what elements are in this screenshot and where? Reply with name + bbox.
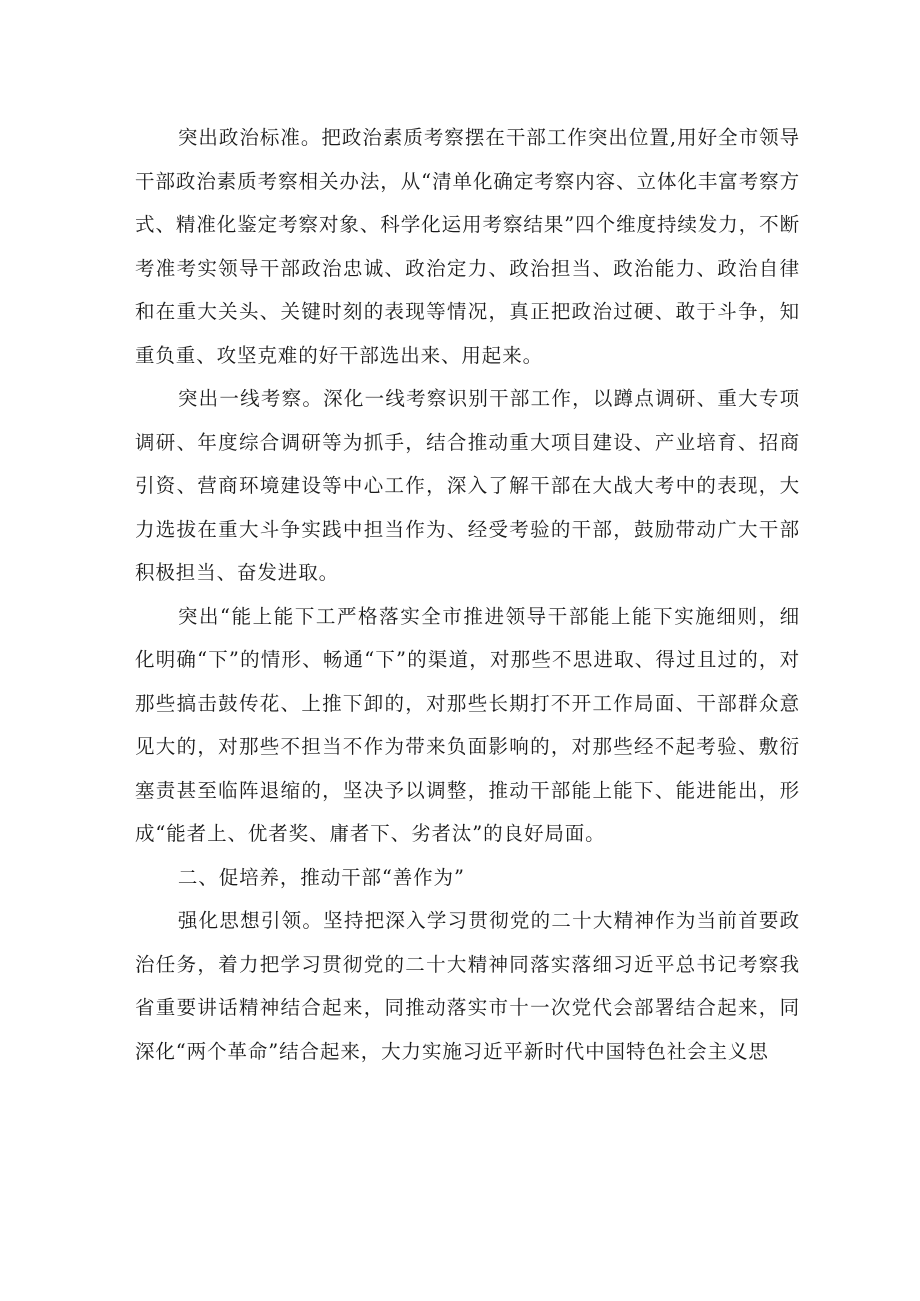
document-body [135, 116, 800, 1073]
paragraph-up-and-down: 突出“能上能下工严格落实全市推进领导干部能上能下实施细则，细化明确“下”的情形、畅通“下”的渠道，对那些不思进取、得过且过的，对那些搞击鼓传花、上推下卸的，对那些长期打不开工作局面、干部群众意见大的，对那些不担当不作为带来负面影响的，对那些经不起考验、敷衍塞责甚至临阵退缩的，坚决予以调整，推动干部能上能下、能进能出，形成“能者上、优者奖、庸者下、劣者汰”的良好局面。 [135, 604, 800, 845]
paragraph-ideological-guidance: 强化思想引领。坚持把深入学习贯彻党的二十大精神作为当前首要政治任务，着力把学习贯彻党的二十大精神同落实落细习近平总书记考察我省重要讲话精神结合起来，同推动落实市十一次党代会部署结合起来，同深化“两个革命”结合起来，大力实施习近平新时代中国特色社会主义思 [135, 909, 800, 1063]
section-heading-training: 二、促培养，推动干部“善作为” [177, 865, 465, 889]
paragraph-political-standard: 突出政治标准。把政治素质考察摆在干部工作突出位置,用好全市领导干部政治素质考察相关办法，从“清单化确定考察内容、立体化丰富考察方式、精准化鉴定考察对象、科学化运用考察结果”四个维度持续发力，不断考准考实领导干部政治忠诚、政治定力、政治担当、政治能力、政治自律和在重大关头、关键时刻的表现等情况，真正把政治过硬、敢于斗争，知重负重、攻坚克难的好干部选出来、用起来。 [135, 126, 800, 367]
paragraph-frontline-inspection: 突出一线考察。深化一线考察识别干部工作，以蹲点调研、重大专项调研、年度综合调研等为抓手，结合推动重大项目建设、产业培育、招商引资、营商环境建设等中心工作，深入了解干部在大战大考中的表现，大力选拔在重大斗争实践中担当作为、经受考验的干部，鼓励带动广大干部积极担当、奋发进取。 [135, 387, 800, 584]
